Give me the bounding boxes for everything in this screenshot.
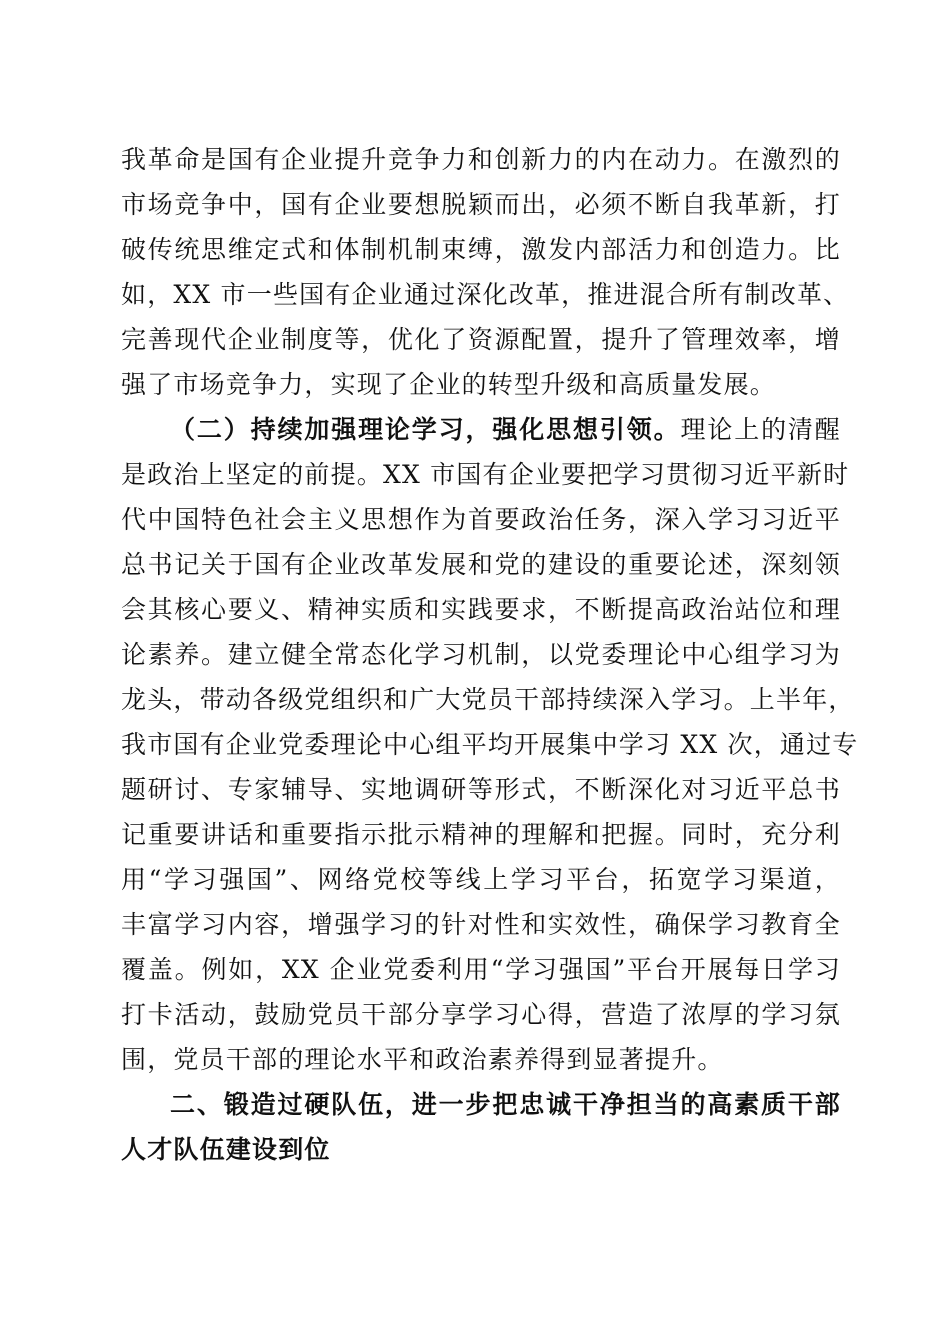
chapter-heading-line: 人才队伍建设到位 xyxy=(121,1135,331,1164)
paragraph-line: 龙头，带动各级党组织和广大党员干部持续深入学习。上半年， xyxy=(121,685,855,714)
paragraph-line: 我市国有企业党委理论中心组平均开展集中学习 XX 次，通过专 xyxy=(121,730,859,759)
paragraph-line: 破传统思维定式和体制机制束缚，激发内部活力和创造力。比 xyxy=(121,235,841,264)
paragraph-line: 我革命是国有企业提升竞争力和创新力的内在动力。在激烈的 xyxy=(121,145,841,174)
paragraph-line: 围，党员干部的理论水平和政治素养得到显著提升。 xyxy=(121,1045,724,1074)
paragraph-line: 题研讨、专家辅导、实地调研等形式，不断深化对习近平总书 xyxy=(121,775,841,804)
paragraph-line: 会其核心要义、精神实质和实践要求，不断提高政治站位和理 xyxy=(121,595,841,624)
paragraph-line: 打卡活动，鼓励党员干部分享学习心得，营造了浓厚的学习氛 xyxy=(121,1000,841,1029)
section-heading: （二）持续加强理论学习，强化思想引领。 xyxy=(170,415,681,444)
paragraph-line: 强了市场竞争力，实现了企业的转型升级和高质量发展。 xyxy=(121,370,777,399)
paragraph-line: 覆盖。例如，XX 企业党委利用“学习强国”平台开展每日学习 xyxy=(121,955,841,984)
chapter-heading-line: 二、锻造过硬队伍，进一步把忠诚干净担当的高素质干部 xyxy=(170,1090,841,1119)
paragraph-line: 用“学习强国”、网络党校等线上学习平台，拓宽学习渠道， xyxy=(121,865,841,894)
paragraph-line: 完善现代企业制度等，优化了资源配置，提升了管理效率，增 xyxy=(121,325,841,354)
paragraph-line: 是政治上坚定的前提。XX 市国有企业要把学习贯彻习近平新时 xyxy=(121,460,850,489)
paragraph-line: 论素养。建立健全常态化学习机制，以党委理论中心组学习为 xyxy=(121,640,841,669)
paragraph-line: 如，XX 市一些国有企业通过深化改革，推进混合所有制改革、 xyxy=(121,280,850,309)
paragraph-line: 记重要讲话和重要指示批示精神的理解和把握。同时，充分利 xyxy=(121,820,841,849)
paragraph-line: 丰富学习内容，增强学习的针对性和实效性，确保学习教育全 xyxy=(121,910,841,939)
paragraph-line: 市场竞争中，国有企业要想脱颖而出，必须不断自我革新，打 xyxy=(121,190,841,219)
paragraph-line: 总书记关于国有企业改革发展和党的建设的重要论述，深刻领 xyxy=(121,550,841,579)
section-first-line-rest: 理论上的清醒 xyxy=(680,415,841,444)
paragraph-line: 代中国特色社会主义思想作为首要政治任务，深入学习习近平 xyxy=(121,505,841,534)
section-first-line xyxy=(170,410,841,450)
